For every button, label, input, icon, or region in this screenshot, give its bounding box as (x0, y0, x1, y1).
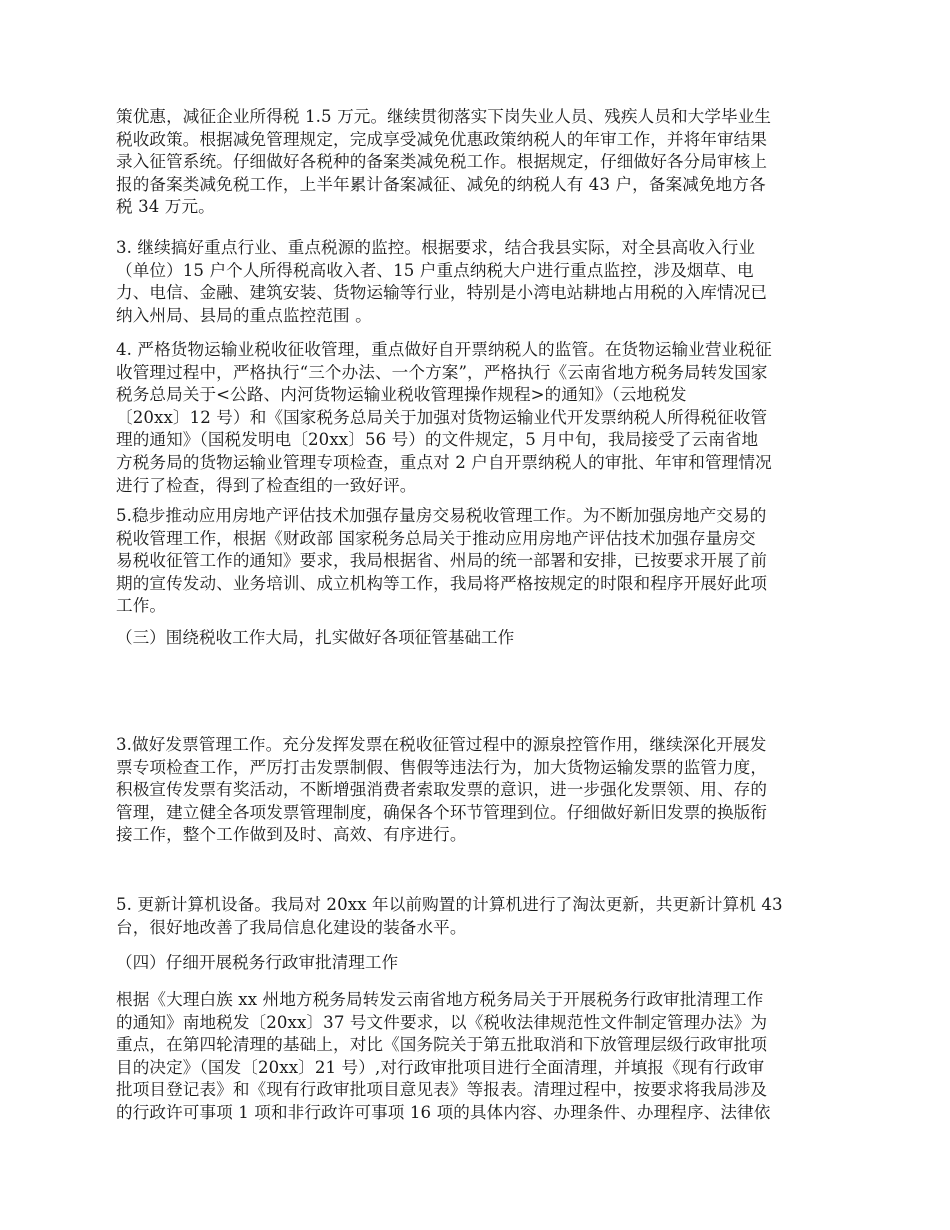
paragraph-admin-approval-details: 根据《大理白族 xx 州地方税务局转发云南省地方税务局关于开展税务行政审批清理工作 的通知》南地税发〔20xx〕37 号文件要求，以《税收法律规范性文件制定管理办法》为 重点，在第四轮清理的基础上，对比《国务院关于第五批取消和下放管理层级行政审批项 目的决定》（国发〔20xx〕21 号）,对行政审批项目进行全面清理，并填报《现有行政审 批项目登记表》和《现有行政审批项目意见表》等报表。清理过程中，按要求将我局涉及 的行政许可事项 1 项和非行政许可事项 16 项的具体内容、办理条件、办理程序、法律依 (116, 990, 771, 1122)
paragraph-invoice-management: 3.做好发票管理工作。充分发挥发票在税收征管过程中的源泉控管作用，继续深化开展发 票专项检查工作，严厉打击发票制假、售假等违法行为，加大货物运输发票的监管力度， 积极宣传发票有奖活动，不断增强消费者索取发票的意识，进一步强化发票领、用、存的 管理，建立健全各项发票管理制度，确保各个环节管理到位。仔细做好新旧发票的换版衔 接工作，整个工作做到及时、高效、有序进行。 (116, 735, 768, 845)
paragraph-real-estate-assessment: 5.稳步推动应用房地产评估技术加强存量房交易税收管理工作。为不断加强房地产交易的 税收管理工作，根据《财政部 国家税务总局关于推动应用房地产评估技术加强存量房交 易税收征管工作的通知》要求，我局根据省、州局的统一部署和安排，已按要求开展了前 期的宣传发动、业务培训、成立机构等工作，我局将严格按规定的时限和程序开展好此项 工作。 (116, 506, 768, 616)
section-heading-collection-basics: （三）围绕税收工作大局，扎实做好各项征管基础工作 (116, 628, 515, 647)
section-heading-admin-approval-cleanup: （四）仔细开展税务行政审批清理工作 (116, 953, 399, 972)
paragraph-tax-incentives: 策优惠，减征企业所得税 1.5 万元。继续贯彻落实下岗失业人员、残疾人员和大学毕业生 税收政策。根据减免管理规定，完成享受减免优惠政策纳税人的年审工作，并将年审结果 录入征管系统。仔细做好各税种的备案类减免税工作。根据规定，仔细做好各分局审核上 报的备案类减免税工作，上半年累计备案减征、减免的纳税人有 43 户，备案减免地方各 税 34 万元。 (116, 107, 772, 217)
paragraph-key-industry-monitoring: 3. 继续搞好重点行业、重点税源的监控。根据要求，结合我县实际，对全县高收入行业 （单位）15 户个人所得税高收入者、15 户重点纳税大户进行重点监控，涉及烟草、电 力、电信、金融、建筑安装、货物运输等行业，特别是小湾电站耕地占用税的入库情况已 纳入州局、县局的重点监控范围 。 (116, 238, 768, 325)
paragraph-freight-tax-management: 4. 严格货物运输业税收征收管理，重点做好自开票纳税人的监管。在货物运输业营业税征 收管理过程中，严格执行“三个办法、一个方案”，严格执行《云南省地方税务局转发国家 税务总局关于<公路、内河货物运输业税收管理操作规程>的通知》（云地税发 〔20xx〕12 号）和《国家税务总局关于加强对货物运输业代开发票纳税人所得税征收管 理的通知》（国税发明电〔20xx〕56 号）的文件规定，5 月中旬，我局接受了云南省地 方税务局的货物运输业管理专项检查，重点对 2 户自开票纳税人的审批、年审和管理情况 进行了检查，得到了检查组的一致好评。 (116, 340, 772, 495)
paragraph-computer-upgrade: 5. 更新计算机设备。我局对 20xx 年以前购置的计算机进行了淘汰更新，共更新计算机 43 台，很好地改善了我局信息化建设的装备水平。 (116, 895, 783, 937)
